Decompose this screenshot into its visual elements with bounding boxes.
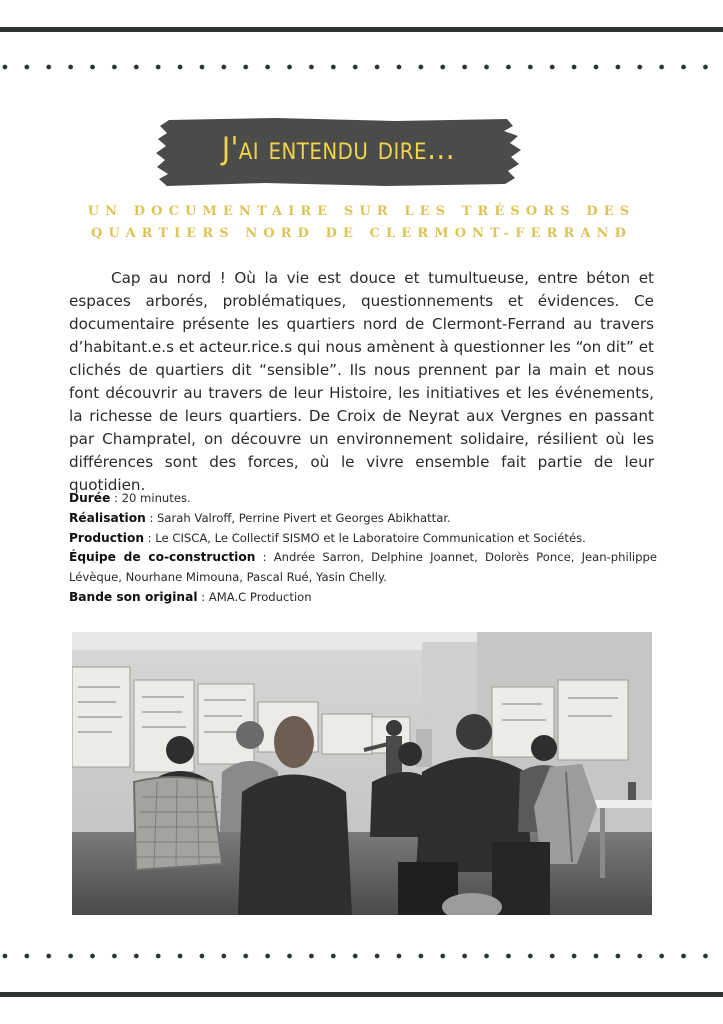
- credit-duration: [69, 489, 657, 509]
- credit-value: : Sarah Valroff, Perrine Pivert et Georges Abikhattar.: [145, 510, 451, 525]
- workshop-photo: [72, 632, 652, 915]
- subtitle-line-2: QUARTIERS NORD DE CLERMONT-FERRAND: [91, 226, 632, 241]
- credit-co-construction-team: [69, 548, 657, 588]
- subtitle: [60, 201, 663, 245]
- credit-label: Production: [69, 530, 144, 545]
- credits-list: [69, 489, 657, 608]
- credit-label: Réalisation: [69, 510, 146, 525]
- bottom-dotted-divider: [0, 953, 723, 959]
- workshop-photo-illustration: [72, 632, 652, 915]
- document-title: J'ai entendu dire...: [221, 131, 456, 167]
- credit-label: Équipe de co-construction: [69, 550, 256, 565]
- description: [69, 267, 654, 497]
- credit-production: [69, 529, 657, 549]
- description-paragraph: Cap au nord ! Où la vie est douce et tumultueuse, entre béton et espaces arborés, problématiques, questionnements et évidences. Ce documentaire présente les quartiers nord de Clermont-Ferrand au travers d’habitant.e.s et acteur.rice.s qui nous amènent à questionner les “on dit” et clichés de quartiers dit “sensible”. Ils nous prennent par la main et nous font découvrir au travers de leur Histoire, les initiatives et les événements, la richesse de leurs quartiers. De Croix de Neyrat aux Vergnes en passant par Champratel, on découvre un environnement solidaire, résilient où les différences sont des forces, où le vivre ensemble fait partie de leur quotidien.: [69, 269, 654, 494]
- top-dotted-divider: [0, 64, 723, 70]
- credit-label: Durée: [69, 491, 111, 505]
- credit-value: : Le CISCA, Le Collectif SISMO et le Laboratoire Communication et Sociétés.: [144, 530, 586, 545]
- credit-value: : Andrée Sarron, Delphine Joannet, Dolorès Ponce, Jean-philippe Lévèque, Nourhane Mimouna, Pascal Rué, Yasin Chelly.: [69, 550, 658, 585]
- title-banner: [155, 116, 522, 188]
- bottom-border-rule: [0, 992, 723, 997]
- credit-value: : 20 minutes.: [110, 491, 191, 505]
- top-border-rule: [0, 27, 723, 32]
- credit-direction: [69, 509, 657, 529]
- credit-label: Bande son original: [69, 589, 198, 604]
- credit-value: : AMA.C Production: [197, 589, 312, 604]
- subtitle-line-1: UN DOCUMENTAIRE SUR LES TRÉSORS DES: [87, 204, 636, 219]
- credit-soundtrack: [69, 588, 657, 608]
